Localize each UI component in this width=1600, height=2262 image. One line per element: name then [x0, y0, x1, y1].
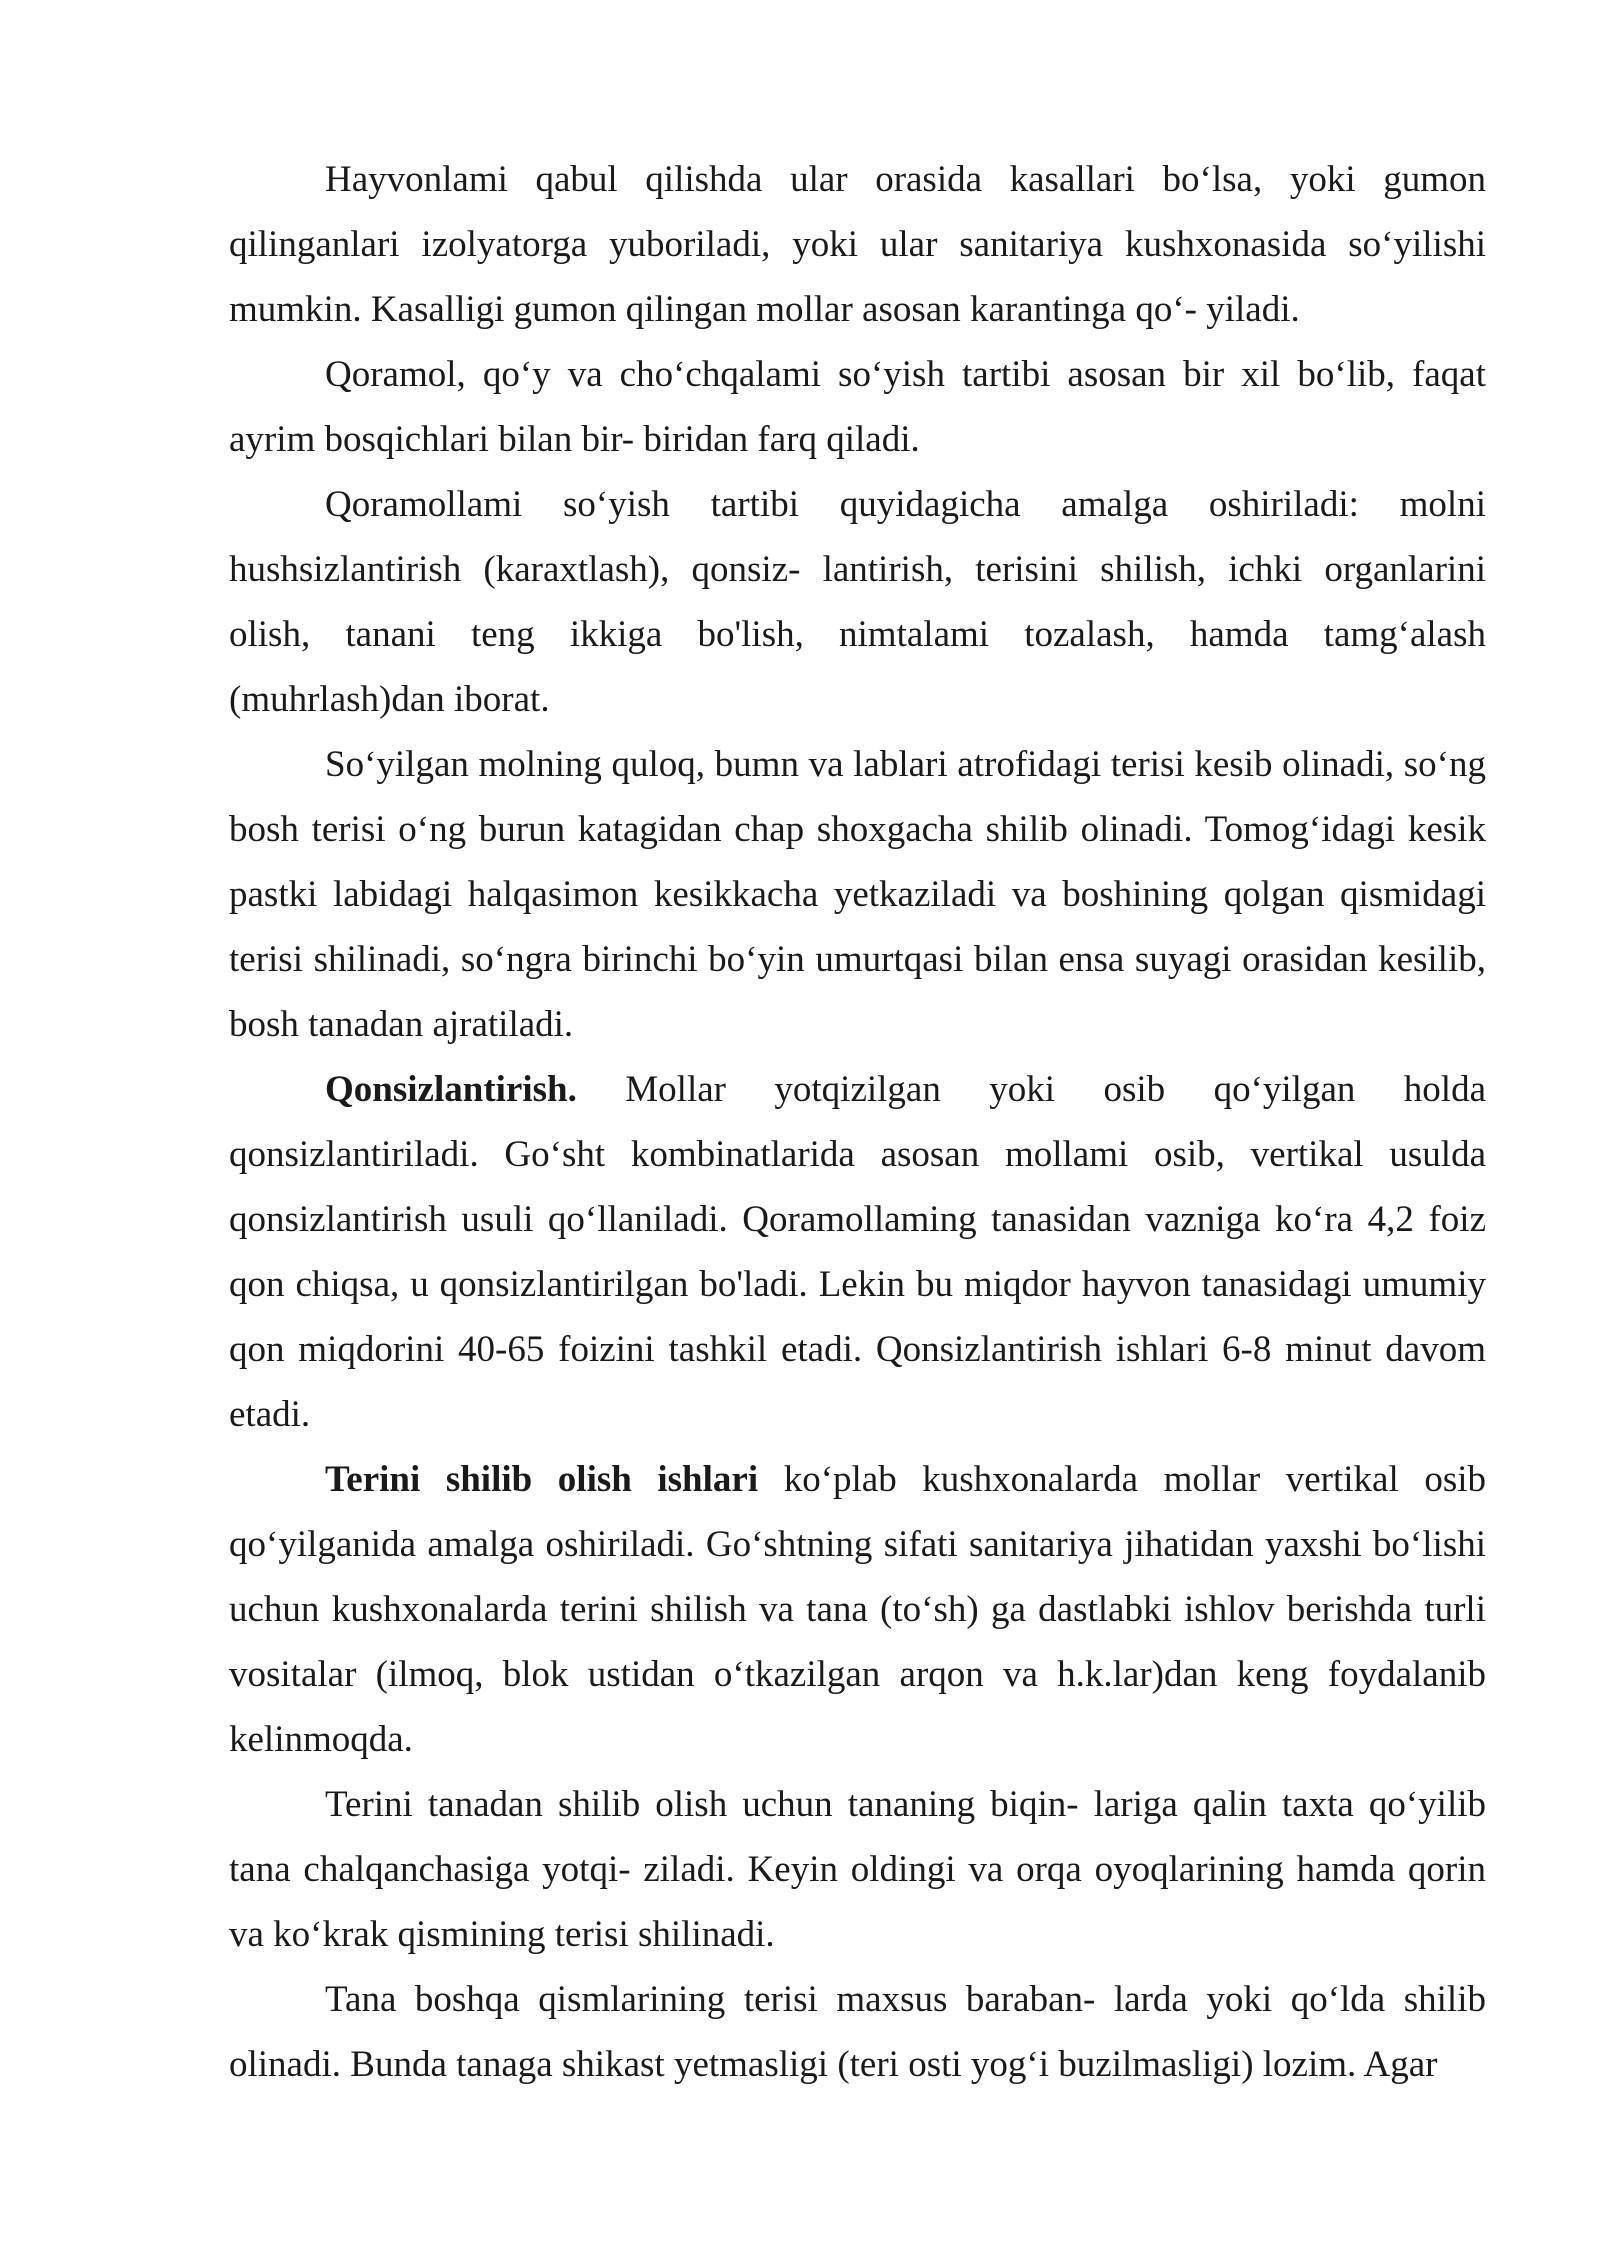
document-body	[229, 147, 1486, 2097]
paragraph-8	[229, 1967, 1486, 2097]
paragraph-7	[229, 1772, 1486, 1967]
paragraph-text: Qoramol, qo‘y va cho‘chqalami so‘yish tartibi asosan bir xil bo‘lib, faqat ayrim bosqichlari bilan bir- biridan farq qiladi.	[229, 354, 1486, 460]
paragraph-text: ko‘plab kushxonalarda mollar vertikal osib qo‘yilganida amalga oshiriladi. Go‘shtning sifati sanitariya jihatidan yaxshi bo‘lishi uchun kushxonalarda terini shilish va tana (to‘sh) ga dastlabki ishlov berishda turli vositalar (ilmoq, blok ustidan o‘tkazilgan arqon va h.k.lar)dan keng foydalanib kelinmoqda.	[229, 1459, 1486, 1760]
paragraph-1	[229, 147, 1486, 342]
paragraph-heading: Terini shilib olish ishlari	[325, 1459, 759, 1500]
paragraph-2	[229, 342, 1486, 472]
paragraph-6	[229, 1447, 1486, 1772]
paragraph-5	[229, 1057, 1486, 1447]
paragraph-4	[229, 732, 1486, 1057]
paragraph-text: Hayvonlami qabul qilishda ular orasida kasallari bo‘lsa, yoki gumon qilinganlari izolyatorga yuboriladi, yoki ular sanitariya kushxonasida so‘yilishi mumkin. Kasalligi gumon qilingan mollar asosan karantinga qo‘- yiladi.	[229, 159, 1486, 330]
paragraph-heading: Qonsizlantirish.	[325, 1069, 577, 1110]
paragraph-text: Qoramollami so‘yish tartibi quyidagicha amalga oshiriladi: molni hushsizlantirish (karaxtlash), qonsiz- lantirish, terisini shilish, ichki organlarini olish, tanani teng ikkiga bo'lish, nimtalami tozalash, hamda tamg‘alash (muhrlash)dan iborat.	[229, 484, 1486, 720]
paragraph-3	[229, 472, 1486, 732]
paragraph-text: Tana boshqa qismlarining terisi maxsus baraban- larda yoki qo‘lda shilib olinadi. Bunda tanaga shikast yetmasligi (teri osti yog‘i buzilmasligi) lozim. Agar	[229, 1979, 1486, 2085]
paragraph-text: Mollar yotqizilgan yoki osib qo‘yilgan holda qonsizlantiriladi. Go‘sht kombinatlarida asosan mollami osib, vertikal usulda qonsizlantirish usuli qo‘llaniladi. Qoramollaming tanasidan vazniga ko‘ra 4,2 foiz qon chiqsa, u qonsizlantirilgan bo'ladi. Lekin bu miqdor hayvon tanasidagi umumiy qon miqdorini 40-65 foizini tashkil etadi. Qonsizlantirish ishlari 6-8 minut davom etadi.	[229, 1069, 1486, 1435]
paragraph-text: So‘yilgan molning quloq, bumn va lablari atrofidagi terisi kesib olinadi, so‘ng bosh terisi o‘ng burun katagidan chap shoxgacha shilib olinadi. Tomog‘idagi kesik pastki labidagi halqasimon kesikkacha yetkaziladi va boshining qolgan qismidagi terisi shilinadi, so‘ngra birinchi bo‘yin umurtqasi bilan ensa suyagi orasidan kesilib, bosh tanadan ajratiladi.	[229, 744, 1486, 1045]
paragraph-text: Terini tanadan shilib olish uchun tananing biqin- lariga qalin taxta qo‘yilib tana chalqanchasiga yotqi- ziladi. Keyin oldingi va orqa oyoqlarining hamda qorin va ko‘krak qismining terisi shilinadi.	[229, 1784, 1486, 1955]
